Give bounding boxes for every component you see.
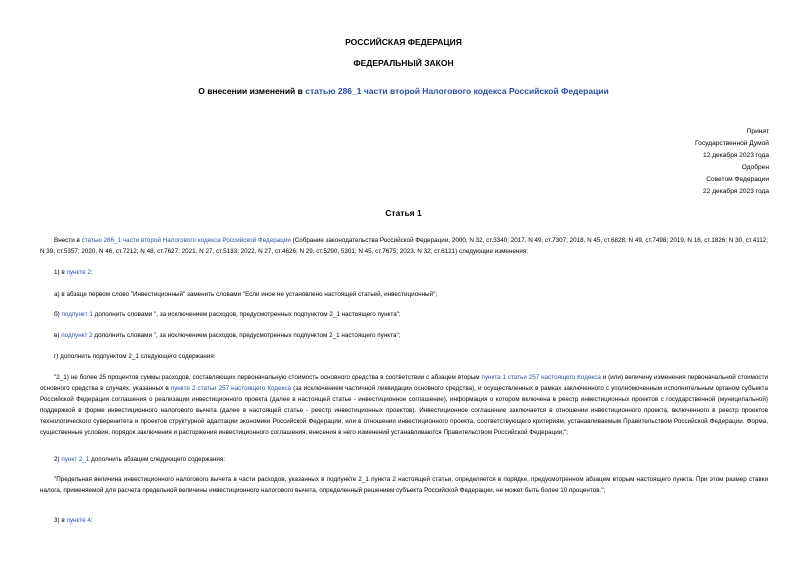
country-heading: РОССИЙСКАЯ ФЕДЕРАЦИЯ — [345, 37, 462, 47]
item-text: дополнить словами ", за исключением расходов, предусмотренных подпунктом 2_1 настоящего пункта"; — [92, 311, 401, 318]
quote-link-article-257-p2[interactable]: пункте 2 статьи 257 настоящего Кодекса — [170, 384, 292, 392]
law-title-link[interactable]: статью 286_1 части второй Налогового кодекса Российской Федерации — [305, 86, 609, 96]
item-g: г) дополнить подпунктом 2_1 следующего содержания: — [54, 353, 216, 360]
item-2-link[interactable]: пункт 2_1 — [61, 456, 90, 463]
adoption-line: Государственной Думой — [695, 140, 769, 148]
item-text: б) — [54, 311, 62, 318]
law-title-prefix: О внесении изменений в — [198, 86, 306, 96]
item-text: в) — [54, 332, 62, 339]
adoption-line: Принят — [746, 128, 769, 135]
document-type-heading: ФЕДЕРАЛЬНЫЙ ЗАКОН — [353, 58, 454, 68]
item-1-link[interactable]: пункте 2 — [66, 269, 91, 276]
adoption-line: Советом Федерации — [706, 176, 769, 184]
item-text: : — [90, 517, 93, 524]
adoption-line: Одобрен — [741, 164, 769, 172]
item-a: а) в абзаце первом слово "Инвестиционный" заменить словами "Если иное не установлено настоящей статьей, инвестиционный"; — [54, 291, 438, 298]
adoption-line: 12 декабря 2023 года — [703, 152, 769, 160]
quoted-paragraph-2-1: "Предельная величина инвестиционного налогового вычета в части расходов, указанных в подпункте 2_1 пункта 2 настоящей статьи, определяется в порядке, предусмотренном абзацем вторым настоящего пункта. При этом размер ставки налога, применяемой для расчета предельной величины инвестиционного налогового вычета, определенный решением субъекта Российской Федерации, не может быть более 10 процентов."; — [40, 476, 768, 494]
adoption-line: 22 декабря 2023 года — [703, 188, 769, 196]
item-b-link[interactable]: подпункт 1 — [61, 311, 93, 318]
quote-text: (за исключением частичной ликвидации основного средства), и осуществленных в рамках заключенного с уполномоченным исполнительным органом субъекта Российской Федерации соглашения о реализации инвестиционного проекта (далее в настоящей статье - инвестиционное соглашение), информация о котором включена в реестр инвестиционных проектов с государственной (муниципальной) поддержкой в форме инвестиционного налогового вычета (далее в настоящей статье - реестр инвестиционных проектов). Инвестиционное соглашение заключается в отношении инвестиционного проекта, включенного в реестр проектов технологического суверенитета и проектов структурной адаптации экономики Российской Федерации, или в отношении инвестиционного проекта, соответствующего критериям, устанавливаемым Правительством Российской Федерации. Форма, существенные условия, порядок заключения и расторжения инвестиционного соглашения, внесения в него изменений устанавливаются Правительством Российской Федерации;"; — [40, 384, 769, 436]
item-3 — [54, 516, 768, 527]
quote-link-article-257-p1[interactable]: пункта 1 статьи 257 настоящего Кодекса — [481, 374, 601, 381]
article-heading: Статья 1 — [385, 208, 422, 218]
item-text: дополнить абзацем следующего содержания: — [89, 456, 226, 463]
article-intro-paragraph — [40, 236, 768, 258]
item-2 — [54, 455, 768, 466]
item-text: дополнить словами ", за исключением расходов, предусмотренных подпунктом 2_1 настоящего пункта"; — [92, 332, 401, 339]
item-text: 2) — [54, 456, 62, 463]
law-title — [0, 86, 807, 96]
item-1 — [54, 268, 768, 279]
item-v — [54, 331, 768, 342]
intro-code-link[interactable]: статью 286_1 части второй Налогового кодекса Российской Федерации — [81, 237, 291, 244]
item-text: 3) в — [54, 517, 67, 524]
quote-text: "2_1) не более 25 процентов суммы расходов, составляющих первоначальную стоимость основного средства в соответствии с абзацем вторым — [54, 374, 482, 381]
adoption-block — [695, 126, 769, 199]
item-text: 1) в — [54, 269, 67, 276]
item-text: : — [90, 269, 93, 276]
intro-text: Внести в — [54, 237, 82, 244]
intro-text-rest: (Собрание законодательства Российской Федерации, 2000, N 32, ст.3340; 2017, N 49, ст.7307; 2018, N 45, ст.6828; N 49, ст.7498; 2019, N 16, ст.1826; N 30, ст.4112; N 39, ст.5357; 2020, N 46, ст.7212; N 48, ст.7627; 2021, N 27, ст.5133; 2022, N 27, ст.4626; N 29, ст.5290, 5301; N 45, ст.7675; 2023, N 32, ст.6121) следующие изменения: — [40, 237, 768, 255]
item-b — [54, 310, 768, 321]
item-v-link[interactable]: подпункт 2 — [61, 332, 93, 339]
item-3-link[interactable]: пункте 4 — [66, 517, 91, 524]
quote-text: и (или) величину изменения первоначальной стоимости основного средства в случаях, указанных в — [40, 374, 768, 392]
quoted-subparagraph-2-1 — [40, 373, 768, 438]
